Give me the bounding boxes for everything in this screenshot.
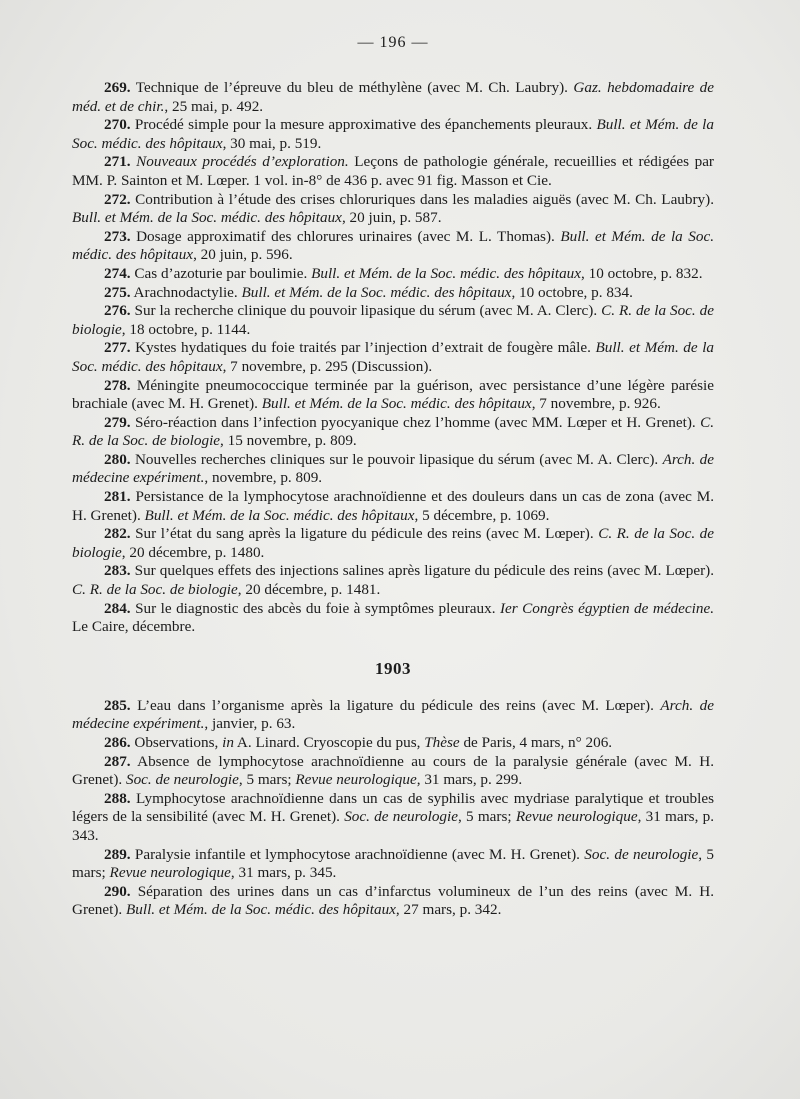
entry-text: Sur le diagnostic des abcès du foie à symptômes pleuraux. [135, 599, 500, 617]
entry-italic-text: Bull. et Mém. de la Soc. médic. des hôpitaux [72, 227, 714, 264]
entry-number: 285. [104, 696, 131, 714]
entry-italic-text: Bull. et Mém. de la Soc. médic. des hôpitaux [72, 339, 715, 375]
entry-italic-text: C. R. de la Soc. de biologie [72, 581, 238, 599]
entry-text: Procédé simple pour la mesure approximative des épanchements pleuraux. [134, 116, 597, 134]
entry-text: Paralysie infantile et lymphocytose arachnoïdienne (avec M. H. Grenet). [134, 845, 585, 863]
entry-italic-text: C. R. de la Soc. de biologie [72, 302, 714, 338]
bibliography-entry [72, 302, 714, 339]
entry-text: Dosage approximatif des chlorures urinaires (avec M. L. Thomas). [136, 227, 561, 245]
entry-text: Technique de l’épreuve du bleu de méthylène (avec M. Ch. Laubry). [135, 79, 574, 96]
entry-number: 290. [104, 882, 131, 900]
entry-text: , janvier, p. 63. [204, 715, 296, 733]
entry-text: , 18 octobre, p. 1144. [121, 320, 251, 338]
entry-italic-text: C. R. de la Soc. de biologie [72, 413, 715, 450]
entry-number: 271. [104, 153, 131, 171]
entry-number: 272. [104, 190, 131, 208]
bibliography-entry [72, 790, 714, 846]
entry-number: 275. [104, 283, 131, 301]
bibliography-entry [72, 265, 714, 284]
bibliography-entry [72, 153, 714, 190]
bibliography-entry [72, 734, 714, 753]
entry-text: , 5 mars; [238, 771, 296, 789]
bibliography-entry [72, 339, 714, 376]
entry-number: 287. [104, 752, 131, 770]
entry-number: 282. [104, 525, 131, 543]
bibliography-entry [72, 846, 714, 883]
bibliography-entry [72, 377, 714, 414]
entry-italic-text: Bull. et Mém. de la Soc. médic. des hôpitaux [144, 506, 415, 524]
entry-italic-text: Bull. et Mém. de la Soc. médic. des hôpitaux [241, 283, 512, 301]
entry-italic-text: Bull. et Mém. de la Soc. médic. des hôpitaux [72, 116, 714, 152]
entry-number: 269. [104, 79, 131, 96]
entry-text: , 20 juin, p. 596. [193, 246, 293, 264]
entry-number: 286. [104, 734, 131, 751]
entry-text: , 20 juin, p. 587. [341, 209, 442, 227]
bibliography-entry [72, 191, 714, 228]
entry-italic-text: Ier Congrès égyptien de médecine. [499, 599, 714, 617]
entry-text: , 31 mars, p. 343. [72, 808, 715, 844]
entry-text: Nouvelles recherches cliniques sur le pouvoir lipasique du sérum (avec M. A. Clerc). [134, 450, 663, 468]
entry-italic-text: Bull. et Mém. de la Soc. médic. des hôpitaux [72, 209, 342, 227]
entry-italic-text: Gaz. hebdomadaire de méd. et de chir. [72, 79, 715, 115]
entry-text: , 5 mars; [457, 808, 516, 826]
entry-text: , 25 mai, p. 492. [164, 97, 264, 115]
entry-text: , 5 décembre, p. 1069. [414, 506, 550, 524]
entry-text: , 27 mars, p. 342. [395, 901, 502, 919]
entry-text: Observations, [134, 734, 223, 751]
entry-text: , novembre, p. 809. [204, 469, 323, 487]
entry-text: , 20 décembre, p. 1481. [237, 581, 381, 599]
entry-number: 280. [104, 450, 131, 468]
bibliography-entry [72, 883, 714, 920]
entry-italic-text: Nouveaux procédés d’exploration. [136, 153, 349, 171]
entry-text: , 31 mars, p. 345. [230, 864, 337, 882]
entry-text: Sur quelques effets des injections salines après ligature du pédicule des reins (avec M. Lœper). [134, 562, 715, 580]
entry-text: Kystes hydatiques du foie traités par l’injection d’extrait de fougère mâle. [135, 339, 596, 357]
entry-text: , 10 octobre, p. 834. [511, 283, 633, 301]
page-number: — 196 — [357, 34, 429, 51]
entry-text: , 20 décembre, p. 1480. [121, 543, 265, 561]
bibliography-entry [72, 525, 714, 562]
entry-italic-text: Soc. de neurologie [344, 808, 458, 826]
bibliography-entry [72, 488, 714, 525]
bibliography-entry [72, 562, 714, 599]
entry-number: 276. [104, 302, 131, 320]
entry-text: Persistance de la lymphocytose arachnoïdienne et des douleurs dans un cas de zona (avec M. H. Grenet). [72, 488, 715, 524]
bibliography-entry [72, 228, 714, 265]
entry-italic-text: Soc. de neurologie [584, 845, 699, 863]
bibliography-entry [72, 414, 714, 451]
entry-italic-text: Bull. et Mém. de la Soc. médic. des hôpitaux [125, 901, 396, 919]
entry-number: 270. [104, 116, 131, 134]
entry-text: Méningite pneumococcique terminée par la guérison, avec persistance d’une légère parésie brachiale (avec M. H. Grenet). [72, 376, 714, 413]
entries-list-after [72, 697, 714, 920]
entry-italic-text: Thèse [424, 734, 460, 751]
entry-text: , 30 mai, p. 519. [222, 134, 322, 152]
entry-italic-text: Arch. de médecine expériment. [72, 696, 715, 733]
entry-italic-text: in [222, 734, 234, 751]
entry-number: 277. [104, 339, 131, 357]
entry-number: 289. [104, 845, 131, 863]
entry-text: Sur la recherche clinique du pouvoir lipasique du sérum (avec M. A. Clerc). [134, 302, 602, 320]
entry-text: Leçons de pathologie générale, recueillies et rédigées par MM. P. Sainton et M. Lœper. 1 vol. in-8° de 436 p. avec 91 fig. Masson et Cie. [72, 153, 714, 189]
entry-italic-text: Arch. de médecine expériment. [72, 450, 715, 487]
entry-italic-text: Revue neurologique [109, 864, 231, 882]
entry-text: Contribution à l’étude des crises chloruriques dans les maladies aiguës (avec M. Ch. Laubry). [135, 190, 715, 208]
entries-list-before [72, 79, 714, 637]
entry-text: , 7 novembre, p. 295 (Discussion). [222, 357, 433, 375]
entry-number: 278. [104, 376, 131, 394]
entry-italic-text: Revue neurologique [295, 771, 417, 789]
entry-italic-text: Revue neurologique [515, 808, 638, 826]
entry-text: , 15 novembre, p. 809. [220, 432, 357, 450]
entry-text: Cas d’azoturie par boulimie. [134, 264, 312, 282]
entry-text: Absence de lymphocytose arachnoïdienne au cours de la paralysie générale (avec M. H. Grenet). [72, 752, 714, 789]
entry-text: Arachnodactylie. [133, 283, 242, 301]
bibliography-entry [72, 753, 714, 790]
entry-text: L’eau dans l’organisme après la ligature du pédicule des reins (avec M. Lœper). [137, 696, 661, 714]
entry-text: , 31 mars, p. 299. [416, 771, 523, 789]
bibliography-entry [72, 79, 714, 116]
entry-number: 288. [104, 789, 131, 807]
entry-italic-text: C. R. de la Soc. de biologie [72, 525, 715, 561]
entry-text: A. Linard. Cryoscopie du pus, [233, 734, 425, 751]
entry-italic-text: Soc. de neurologie [125, 771, 239, 789]
year-heading: 1903 [375, 658, 411, 678]
entry-text: , 7 novembre, p. 926. [531, 395, 661, 413]
bibliography-entry [72, 116, 714, 153]
bibliography-entry [72, 600, 714, 637]
entry-number: 283. [104, 562, 131, 580]
entry-text: Le Caire, décembre. [72, 618, 196, 636]
entry-number: 274. [104, 264, 131, 282]
entry-text: , 10 octobre, p. 832. [581, 264, 703, 282]
entry-text: de Paris, 4 mars, n° 206. [459, 734, 613, 751]
bibliography-entry [72, 284, 714, 303]
bibliography-entry [72, 451, 714, 488]
entry-number: 273. [104, 227, 131, 245]
entry-number: 279. [104, 413, 131, 431]
bibliography-entry [72, 697, 714, 734]
entry-text: Sur l’état du sang après la ligature du pédicule des reins (avec M. Lœper). [135, 525, 599, 543]
entry-text: Séro-réaction dans l’infection pyocyanique chez l’homme (avec MM. Lœper et H. Grenet). [134, 413, 701, 431]
entry-text: Lymphocytose arachnoïdienne dans un cas de syphilis avec mydriase paralytique et troubles légers de la sensibilité (avec M. H. Grenet). [72, 789, 714, 826]
entry-text: Séparation des urines dans un cas d’infarctus volumineux de l’un des reins (avec M. H. Grenet). [72, 882, 714, 919]
entry-italic-text: Bull. et Mém. de la Soc. médic. des hôpitaux [261, 395, 532, 413]
entry-italic-text: Bull. et Mém. de la Soc. médic. des hôpitaux [311, 264, 582, 282]
entry-number: 284. [104, 599, 131, 617]
entry-text: , 5 mars; [72, 845, 715, 882]
entry-number: 281. [104, 488, 131, 506]
